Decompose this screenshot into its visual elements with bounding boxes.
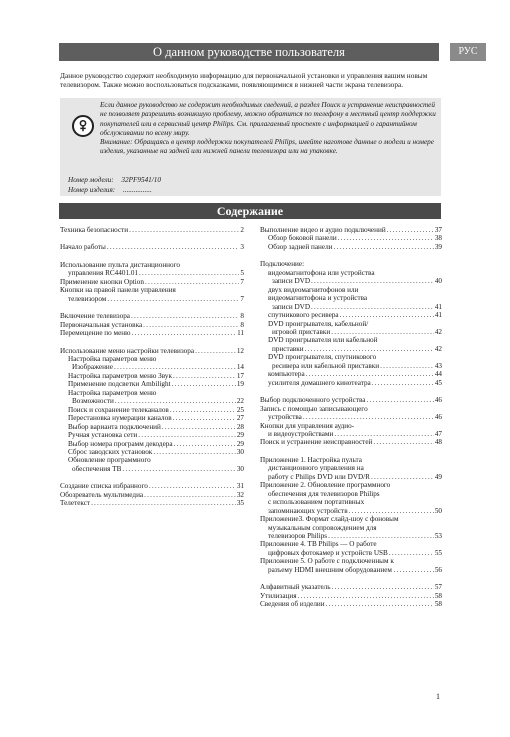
toc-right-column [260, 226, 442, 609]
toc-entry[interactable] [60, 295, 244, 303]
toc-entry-page: 38 [434, 234, 442, 243]
toc-entry-title: Телетекст [60, 499, 91, 508]
toc-line: видеомагнитофона и устройства [268, 294, 368, 303]
toc-entry[interactable] [60, 482, 244, 490]
toc-entry-page: 41 [434, 302, 442, 311]
toc-leader-dots [340, 311, 434, 319]
toc-line: Приложение 4. ТВ Philips — О работе [260, 540, 377, 549]
info-note-line2: Внимание: Обращаясь в центр поддержки покупателей Philips, имейте наготове данные о модели и номере изделия, указанные на задней или нижней панели телевизора или на упаковке. [100, 138, 434, 156]
info-note-box [60, 98, 441, 196]
toc-entry-page: 37 [434, 226, 442, 234]
toc-leader-dots [303, 413, 434, 421]
toc-entry-title: телевизоров Philips [268, 531, 328, 540]
toc-entry-page: 46 [434, 413, 442, 422]
toc-leader-dots [326, 600, 434, 608]
toc-spacer [60, 473, 244, 482]
toc-line: Обновление программного [68, 456, 151, 465]
toc-entry[interactable] [260, 430, 442, 438]
toc-leader-dots [144, 491, 236, 499]
toc-entry-page: 44 [434, 370, 442, 379]
toc-entry-page: 22 [236, 397, 244, 406]
toc-leader-dots [114, 363, 236, 371]
toc-entry[interactable] [60, 312, 244, 320]
toc-heading-bar [59, 203, 441, 219]
toc-line: Приложение 1. Настройка пульта [260, 455, 362, 464]
toc-heading: Содержание [216, 204, 284, 218]
toc-entry[interactable] [60, 380, 244, 388]
toc-entry-page: 39 [434, 242, 442, 251]
toc-entry[interactable] [60, 363, 244, 371]
toc-entry-title: Обзор задней панели [268, 242, 333, 251]
model-info [68, 176, 428, 195]
toc-entry-page: 55 [434, 548, 442, 557]
toc-leader-dots [143, 321, 239, 329]
toc-entry-title: Сведения об изделии [260, 600, 325, 609]
toc-entry-title: Перемещение по меню [60, 329, 131, 338]
toc-entry[interactable] [60, 431, 244, 439]
toc-entry-page: 2 [240, 226, 244, 234]
toc-entry-title: запоминающих устройств [268, 506, 348, 515]
toc-line: видеомагнитофона или устройства [268, 268, 375, 277]
toc-leader-dots [91, 499, 236, 507]
toc-entry[interactable] [60, 414, 244, 422]
toc-leader-dots [195, 347, 236, 355]
toc-entry-title: цифровых фотокамер и устройств USB [268, 548, 388, 557]
toc-line: двух видеомагнитофонов или [268, 285, 359, 294]
toc-entry-page: 58 [434, 591, 442, 600]
toc-leader-dots [366, 396, 433, 404]
toc-entry[interactable] [260, 413, 442, 421]
toc-entry-title: усилителя домашнего кинотеатра [268, 378, 371, 387]
toc-entry-page: 5 [240, 269, 244, 278]
toc-leader-dots [328, 532, 434, 540]
toc-leader-dots [131, 312, 239, 320]
toc-entry-title: Изображение [72, 363, 113, 372]
toc-entry[interactable] [260, 277, 442, 285]
toc-line: Кнопки для управления аудио- [260, 421, 355, 430]
toc-leader-dots [334, 243, 434, 251]
toc-entry[interactable] [260, 345, 442, 353]
toc-entry[interactable] [260, 303, 442, 311]
toc-entry-title: приставки [272, 344, 304, 353]
toc-line: Подключение: [260, 260, 305, 269]
toc-entry[interactable] [260, 592, 442, 600]
toc-entry-page: 17 [236, 371, 244, 380]
toc-entry-title: Алфавитный указатель [260, 583, 331, 592]
toc-entry[interactable] [260, 362, 442, 370]
product-number-row [68, 186, 428, 196]
toc-leader-dots [380, 362, 434, 370]
toc-leader-dots [149, 482, 236, 490]
toc-entry-title: записи DVD [272, 277, 311, 286]
toc-leader-dots [115, 397, 236, 405]
toc-entry-title: Выбор подключенного устройства [260, 396, 366, 405]
toc-entry-page: 25 [236, 405, 244, 414]
toc-entry[interactable] [260, 226, 442, 234]
toc-entry-title: компьютера [268, 370, 305, 379]
toc-entry-title: Применение кнопки Option [60, 277, 144, 286]
toc-spacer [260, 447, 442, 456]
toc-entry-page: 58 [434, 600, 442, 609]
toc-entry[interactable] [60, 372, 244, 380]
toc-entry-title: Создание списка избранного [60, 482, 148, 491]
toc-entry-page: 11 [237, 329, 244, 338]
toc-entry-page: 41 [434, 311, 442, 320]
toc-leader-dots [107, 295, 239, 303]
toc-entry[interactable] [260, 379, 442, 387]
product-number-value: ................ [122, 185, 152, 194]
toc-leader-dots [311, 277, 434, 285]
toc-entry[interactable] [60, 491, 244, 499]
toc-leader-dots [129, 226, 239, 234]
toc-entry[interactable] [260, 507, 442, 515]
toc-leader-dots [173, 414, 236, 422]
toc-entry-page: 30 [236, 447, 244, 456]
toc-leader-dots [170, 406, 236, 414]
toc-entry[interactable] [60, 278, 244, 286]
toc-entry-page: 46 [434, 396, 442, 405]
section-title-bar [59, 43, 439, 61]
toc-leader-dots [298, 592, 434, 600]
toc-entry-page: 53 [434, 531, 442, 540]
toc-entry-title: Обозреватель мультимедиа [60, 490, 144, 499]
toc-spacer [60, 252, 244, 261]
toc-entry-title: Ручная установка сети [68, 431, 138, 440]
toc-entry[interactable] [260, 549, 442, 557]
toc-entry[interactable] [60, 321, 244, 329]
page-title: О данном руководстве пользователя [153, 45, 345, 59]
toc-entry-page: 43 [434, 361, 442, 370]
toc-entry-title: Перестановка нумерации каналов [68, 414, 172, 423]
toc-leader-dots [306, 370, 434, 378]
toc-entry-title: Использование меню настройки телевизора [60, 346, 195, 355]
toc-line: дистанционного управления на [268, 464, 364, 473]
toc-entry-title: Поиск и устранение неисправностей [260, 438, 373, 447]
toc-entry-page: 14 [236, 363, 244, 372]
toc-leader-dots [107, 243, 240, 251]
toc-entry-title: и видеоустройствами [268, 429, 334, 438]
toc-entry-title: Поиск и сохранение телеканалов [68, 405, 169, 414]
toc-entry[interactable] [260, 311, 442, 319]
model-number-label: Номер модели: [68, 176, 114, 184]
toc-entry-page: 7 [240, 277, 244, 286]
model-number-value: 32PF9541/10 [121, 176, 161, 184]
toc-entry-title: Первоначальная установка [60, 320, 143, 329]
toc-entry-page: 31 [236, 482, 244, 491]
toc-entry-page: 57 [434, 583, 442, 592]
toc-entry-page: 35 [236, 499, 244, 508]
toc-leader-dots [334, 430, 434, 438]
toc-entry-title: ресивера или кабельной приставки [272, 361, 380, 370]
toc-entry[interactable] [60, 397, 244, 405]
toc-entry-page: 29 [236, 431, 244, 440]
toc-entry-title: обеспечения ТВ [72, 464, 122, 473]
toc-entry[interactable] [60, 347, 244, 355]
toc-entry-page: 8 [240, 312, 244, 321]
toc-leader-dots [122, 465, 235, 473]
toc-entry[interactable] [260, 600, 442, 608]
toc-entry-page: 12 [236, 346, 244, 355]
toc-leader-dots [331, 328, 434, 336]
toc-leader-dots [338, 234, 434, 242]
toc-line: Запись с помощью записывающего [260, 404, 368, 413]
toc-leader-dots [138, 431, 236, 439]
toc-spacer [60, 234, 244, 243]
toc-entry-title: Выполнение видео и аудио подключений [260, 226, 386, 234]
toc-entry[interactable] [260, 566, 442, 574]
toc-entry[interactable] [60, 423, 244, 431]
toc-line: Приложение 5. О работе с подключенным к [260, 557, 394, 566]
toc-leader-dots [311, 303, 434, 311]
toc-leader-dots [349, 507, 434, 515]
toc-line: с использованием портативных [268, 498, 365, 507]
toc-line: обеспечения для телевизоров Philips [268, 489, 380, 498]
toc-entry[interactable] [60, 329, 244, 337]
toc-leader-dots [173, 372, 236, 380]
toc-entry-page: 19 [236, 380, 244, 389]
toc-entry-page: 56 [434, 565, 442, 574]
toc-line: DVD проигрывателя, спутникового [268, 353, 377, 362]
toc-leader-dots [153, 448, 236, 456]
toc-entry-title: Обзор боковой панели [268, 234, 337, 243]
toc-spacer [260, 251, 442, 260]
toc-entry-title: устройства [268, 413, 302, 422]
toc-entry-page: 30 [236, 464, 244, 473]
toc-entry[interactable] [260, 583, 442, 591]
toc-entry-page: 42 [434, 344, 442, 353]
toc-leader-dots [373, 438, 433, 446]
toc-leader-dots [397, 566, 434, 574]
toc-entry-page: 27 [236, 414, 244, 423]
toc-entry-title: Выбор варианта подключений [68, 422, 161, 431]
toc-entry-page: 50 [434, 506, 442, 515]
info-note-line1: Если данное руководство не содержит необходимых сведений, а раздел Поиск и устранение неисправностей не позволяет разрешить возникшую проблему, можно обратится по телефону в местный центр поддержки покупателей или в сервисный центр Philips. См. прилагаемый проспект с информацией о гарантийном обслуживании по всему миру. [100, 101, 436, 137]
toc-line: музыкальным сопровождением для [268, 523, 377, 532]
toc-line: DVD проигрывателя или кабельной [268, 336, 378, 345]
toc-entry[interactable] [260, 532, 442, 540]
toc-entry-title: работу с Philips DVD или DVD/R [268, 472, 370, 481]
page-number: 1 [436, 692, 440, 701]
toc-leader-dots [387, 226, 434, 234]
toc-entry-page: 8 [240, 320, 244, 329]
toc-line: Приложение3. Формат слайд-шоу с фоновым [260, 515, 399, 524]
toc-leader-dots [132, 329, 237, 337]
toc-entry-title: Настройка параметров меню Звук [68, 371, 172, 380]
toc-leader-dots [172, 380, 236, 388]
toc-entry-page: 28 [236, 422, 244, 431]
toc-entry-title: Сброс заводских установок [68, 447, 153, 456]
info-sign-icon [72, 115, 94, 137]
toc-entry-title: разъему HDMI внешним оборудованием . [268, 565, 396, 574]
toc-entry-title: Выбор номера программ декодера [68, 439, 173, 448]
toc-line: Приложение 2. Обновление программного [260, 481, 391, 490]
toc-spacer [60, 303, 244, 312]
toc-entry-title: телевизором [68, 294, 107, 303]
toc-entry-page: 45 [434, 378, 442, 387]
toc-entry[interactable] [260, 370, 442, 378]
toc-entry-page: 7 [240, 294, 244, 303]
product-number-label: Номер изделия: [68, 185, 116, 194]
toc-entry-title: Техника безопасности [60, 226, 129, 234]
toc-leader-dots [145, 278, 239, 286]
toc-entry-title: управления RC4401.01 [68, 269, 139, 278]
toc-leader-dots [305, 345, 434, 353]
toc-entry-title: спутникового ресивера [268, 311, 339, 320]
toc-entry[interactable] [60, 499, 244, 507]
toc-line: DVD проигрывателя, кабельной/ [268, 319, 369, 328]
toc-entry-title: записи DVD [272, 302, 311, 311]
toc-left-column [60, 226, 244, 508]
toc-line: Настройка параметров меню [68, 354, 157, 363]
toc-leader-dots [162, 423, 236, 431]
toc-entry[interactable] [260, 438, 442, 446]
toc-leader-dots [332, 583, 434, 591]
language-badge [450, 43, 486, 61]
toc-entry-title: Применение подсветки Ambilight [68, 380, 171, 389]
toc-entry-page: 49 [434, 472, 442, 481]
toc-leader-dots [174, 440, 236, 448]
toc-entry[interactable] [260, 396, 442, 404]
toc-entry-page: 29 [236, 439, 244, 448]
toc-entry[interactable] [60, 406, 244, 414]
toc-entry[interactable] [260, 473, 442, 481]
info-note-text [100, 101, 438, 157]
toc-entry[interactable] [60, 243, 244, 251]
language-badge-label: РУС [458, 46, 478, 57]
intro-paragraph: Данное руководство содержит необходимую информацию для первоначальной установки и управления вашим новым телевизором. Также можно воспользоваться подсказками, появляющимися в нижней части экрана телевизора. [60, 71, 428, 90]
toc-entry[interactable] [260, 234, 442, 242]
toc-line: Настройка параметров меню [68, 388, 157, 397]
toc-entry[interactable] [60, 465, 244, 473]
toc-entry[interactable] [60, 440, 244, 448]
toc-entry-page: 48 [434, 438, 442, 447]
toc-entry-page: 42 [434, 327, 442, 336]
toc-entry-title: Включение телевизора [60, 312, 130, 321]
toc-spacer [260, 387, 442, 396]
toc-entry[interactable] [60, 269, 244, 277]
toc-spacer [60, 338, 244, 347]
toc-leader-dots [371, 473, 434, 481]
toc-entry-title: игровой приставки [272, 327, 331, 336]
toc-entry[interactable] [260, 328, 442, 336]
toc-leader-dots [372, 379, 434, 387]
toc-entry-title: Возможности [72, 397, 114, 406]
toc-entry-title: Утилизация [260, 591, 297, 600]
toc-entry-page: 47 [434, 429, 442, 438]
toc-entry-page: 32 [236, 490, 244, 499]
model-number-row [68, 176, 428, 186]
toc-line: Кнопки на правой панели управления [60, 286, 176, 295]
toc-spacer [260, 574, 442, 583]
toc-entry-title: Начало работы [60, 243, 106, 252]
toc-leader-dots [389, 549, 434, 557]
toc-entry-page: 40 [434, 277, 442, 286]
toc-entry[interactable] [60, 226, 244, 234]
toc-entry-page: 3 [240, 243, 244, 252]
toc-entry[interactable] [60, 448, 244, 456]
toc-line: Использование пульта дистанционного [60, 260, 180, 269]
toc-entry[interactable] [260, 243, 442, 251]
toc-leader-dots [139, 269, 239, 277]
